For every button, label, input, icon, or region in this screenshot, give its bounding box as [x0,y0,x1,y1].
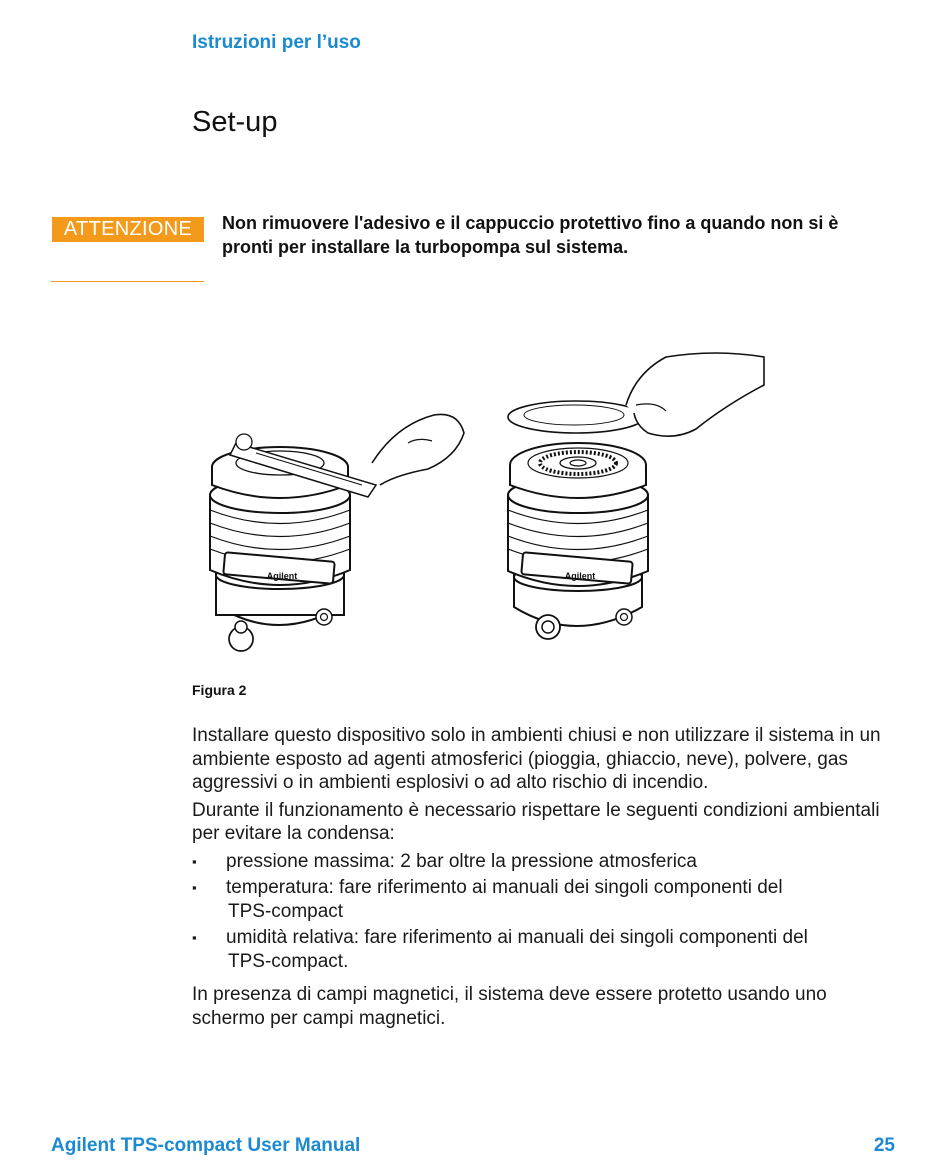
footer-page-number: 25 [873,1135,895,1156]
warning-badge: ATTENZIONE [52,217,204,242]
pump-left-drawing [210,414,464,651]
figure-caption: Figura 2 [192,682,247,698]
body-paragraph: Durante il funzionamento è necessario rispettare le seguenti condizioni ambientali per evitare la condensa: [192,799,880,844]
bullet-icon: ▪ [192,853,197,869]
list-item [192,926,897,973]
pump-right-logo-text: Agilent [564,571,596,581]
list-item-text: umidità relativa: fare riferimento ai manuali dei singoli componenti del [226,927,808,948]
list-item [192,850,897,874]
body-paragraph: In presenza di campi magnetici, il sistema deve essere protetto usando uno schermo per campi magnetici. [192,984,827,1029]
pump-right-drawing [508,353,764,639]
bullet-icon: ▪ [192,930,197,945]
page-title: Set-up [192,106,278,138]
footer-manual-title: Agilent TPS-compact User Manual [51,1135,361,1156]
list-item-text: temperatura: fare riferimento ai manuali dei singoli componenti del [226,877,783,898]
body-paragraph: Installare questo dispositivo solo in ambienti chiusi e non utilizzare il sistema in un ambiente esposto ad agenti atmosferici (pioggia, ghiaccio, neve), polvere, gas aggressivi o in ambienti esplosivi o ad alto rischio di incendio. [192,725,881,793]
warning-divider [51,281,204,282]
list-item-text-cont: TPS-compact [228,900,344,922]
list-item-text: pressione massima: 2 bar oltre la pressione atmosferica [226,850,697,872]
list-item [192,876,897,923]
bullet-icon: ▪ [192,880,197,895]
turbopump-illustration [196,345,786,665]
conditions-list [192,850,897,974]
pump-left-logo-text: Agilent [266,571,298,581]
section-header: Istruzioni per l’uso [192,32,361,53]
list-item-text-cont: TPS-compact. [228,950,349,972]
body-text [192,724,897,1034]
warning-text: Non rimuovere l'adesivo e il cappuccio protettivo fino a quando non si è pronti per installare la turbopompa sul sistema. [222,213,839,257]
